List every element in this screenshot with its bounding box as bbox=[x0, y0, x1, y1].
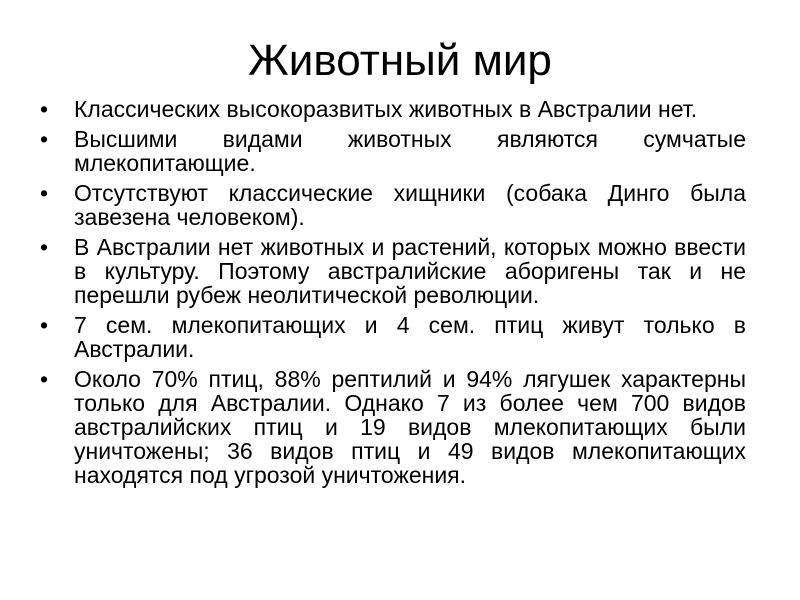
bullet-icon: • bbox=[40, 234, 49, 260]
bullet-item bbox=[40, 367, 746, 487]
bullet-icon: • bbox=[40, 126, 49, 152]
bullet-text: Отсутствуют классические хищники (собака Динго была завезена человеком). bbox=[74, 180, 746, 230]
bullet-item bbox=[40, 313, 746, 361]
bullet-item bbox=[40, 97, 746, 121]
bullet-text: Классических высокоразвитых животных в Австралии нет. bbox=[74, 96, 698, 122]
bullet-icon: • bbox=[40, 96, 49, 122]
bullet-text: Высшими видами животных являются сумчатые млекопитающие. bbox=[74, 126, 746, 176]
bullet-icon: • bbox=[40, 312, 49, 338]
bullet-item bbox=[40, 127, 746, 175]
bullet-text: Около 70% птиц, 88% рептилий и 94% лягушек характерны только для Австралии. Однако 7 из более чем 700 видов австралийских птиц и 19 видов млекопитающих были уничтожены; 36 видов птиц и 49 видов млекопитающих находятся под угрозой уничтожения. bbox=[74, 366, 746, 488]
slide-title: Животный мир bbox=[248, 36, 552, 85]
bullet-list bbox=[40, 97, 746, 493]
bullet-icon: • bbox=[40, 180, 49, 206]
bullet-icon: • bbox=[40, 366, 49, 392]
bullet-text: 7 сем. млекопитающих и 4 сем. птиц живут только в Австралии. bbox=[74, 312, 746, 362]
bullet-item bbox=[40, 181, 746, 229]
bullet-item bbox=[40, 235, 746, 307]
bullet-text: В Австралии нет животных и растений, которых можно ввести в культуру. Поэтому австралийские аборигены так и не перешли рубеж неолитической революции. bbox=[74, 234, 746, 308]
